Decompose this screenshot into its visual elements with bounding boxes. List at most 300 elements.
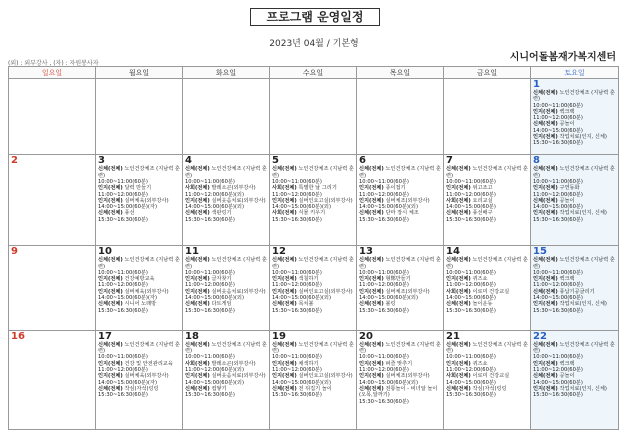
entry-text: 퀵크랙	[559, 108, 575, 115]
entry-text: 작업치료(인지, 신체)	[559, 385, 607, 392]
entry-text: 11:00~12:00(60분)(외)	[185, 191, 244, 198]
entry-text: 목치볼	[298, 301, 314, 308]
entry-category: 신체(전체)	[359, 301, 384, 308]
entry-text: 10:00~11:00(60분)	[533, 102, 583, 109]
entry-category: 신체(전체)	[446, 210, 471, 217]
entry-text: 15:30~16:30(60분)	[359, 307, 409, 314]
day-number: 5	[272, 155, 279, 167]
entry-category: 인지(전체)	[272, 197, 297, 204]
entry-category: 신체(전체)	[533, 373, 558, 380]
entry-category: 인지(전체)	[359, 197, 384, 204]
entry-text: 놀이운동	[472, 301, 493, 308]
entry-category: 사회(전체)	[185, 185, 210, 192]
entry-category: 인지(전체)	[185, 373, 210, 380]
entry-text: 11:00~12:00(60분)(외)	[185, 367, 244, 374]
entry-category: 인지(전체)	[533, 385, 558, 392]
schedule-entry	[446, 257, 528, 270]
week-row	[9, 79, 619, 155]
entry-text: 10:00~11:00(60분)	[185, 354, 235, 361]
day-number: 1	[533, 79, 540, 90]
entry-text: 14:00~15:00(60분)	[533, 379, 583, 386]
weekday-header: 토요일	[531, 67, 619, 79]
day-number: 21	[446, 330, 460, 342]
entry-category: 인지(전체)	[446, 185, 471, 192]
entry-text: 볼링	[385, 301, 396, 308]
entry-text: 풍선	[124, 210, 135, 217]
day-cell	[9, 79, 96, 155]
entry-text: 노인건강체조 (지남력 훈련)	[98, 341, 180, 355]
entry-text: 14:00~15:00(60분)(외)	[185, 204, 244, 211]
day-number: 20	[359, 330, 373, 342]
entry-category: 인지(전체)	[533, 360, 558, 367]
entry-category: 신체(전체)	[98, 257, 123, 264]
entry-text: 컵쌓기	[211, 385, 227, 392]
schedule-entry	[533, 308, 616, 314]
entry-category: 인지(전체)	[98, 360, 123, 367]
entry-text: 11:00~12:00(60분)	[359, 367, 409, 374]
day-number: 10	[98, 246, 112, 258]
entry-text: 노인건강체조 (지남력 훈련)	[533, 257, 615, 270]
weekday-header-row	[9, 67, 619, 79]
entry-text: 형鄭만들기	[385, 276, 411, 283]
schedule-entry	[359, 386, 441, 399]
entry-text: 10:00~11:00(60분)	[272, 354, 322, 361]
entry-text: 작심(자석)링링	[124, 385, 159, 392]
day-number: 16	[11, 330, 25, 342]
schedule-entry	[98, 257, 180, 270]
entry-category: 신체(전체)	[272, 301, 297, 308]
entry-text: 실버체육(외부강사)	[124, 197, 169, 204]
day-cell	[444, 79, 531, 155]
entry-category: 신체(전체)	[359, 385, 384, 392]
entry-text: 10:00~11:00(60분)	[185, 269, 235, 276]
entry-text: 종이접기	[385, 185, 406, 192]
day-number: 18	[185, 330, 199, 342]
schedule-entry	[98, 392, 180, 398]
entry-text: 11:00~12:00(60분)	[533, 115, 583, 122]
entry-text: 공놀이	[559, 197, 575, 204]
day-number: 19	[272, 330, 286, 342]
entry-text: 15:30~16:30(60분)	[185, 216, 235, 223]
entry-category: 신체(전체)	[359, 341, 384, 348]
day-number: 13	[359, 246, 373, 258]
entry-text: 15:30~16:30(60분)	[272, 216, 322, 223]
entry-category: 신체(전체)	[359, 210, 384, 217]
entry-text: 노인건강체조 (지남력 훈련)	[359, 257, 441, 270]
entry-text: 11:00~12:00(60분)	[272, 191, 322, 198]
schedule-entry	[185, 217, 267, 223]
day-cell	[531, 155, 619, 246]
schedule-entry	[185, 342, 267, 355]
entry-text: 15:30~16:30(60분)	[272, 307, 322, 314]
entry-category: 인지(전체)	[185, 288, 210, 295]
entry-text: 10:00~11:00(60분)	[359, 354, 409, 361]
entry-text: 건강예방교육	[124, 276, 155, 283]
entry-text: 퀴즈쇼	[472, 276, 488, 283]
entry-category: 신체(전체)	[185, 166, 210, 173]
entry-text: 11:00~12:00(60분)	[533, 282, 583, 289]
weekday-header: 수요일	[270, 67, 357, 79]
entry-text: 노인건강체조 (지남력 훈련)	[272, 257, 354, 270]
entry-text: 14:00~15:00(60분)(자)	[98, 204, 157, 211]
day-cell	[270, 246, 357, 331]
entry-text: 14:00~15:00(60분)	[533, 295, 583, 302]
entry-text: 10:00~11:00(60분)	[272, 269, 322, 276]
schedule-entry	[359, 217, 441, 223]
schedule-entry	[359, 166, 441, 179]
entry-text: 다트게임	[211, 301, 232, 308]
day-number: 9	[11, 246, 18, 258]
entry-category: 신체(전체)	[446, 341, 471, 348]
entry-text: 풍선배구	[472, 210, 493, 217]
entry-category: 신체(전체)	[185, 257, 210, 264]
entry-text: 15:30~16:30(60분)	[446, 216, 496, 223]
entry-category: 신체(전체)	[359, 257, 384, 264]
entry-category: 사회(전체)	[446, 288, 471, 295]
entry-text: 노인건강체조 (지남력 훈련)	[272, 166, 354, 179]
schedule-entry	[359, 342, 441, 355]
day-cell	[183, 246, 270, 331]
entry-category: 인지(전체)	[533, 301, 558, 308]
entry-text: 10:00~11:00(60분)	[98, 178, 148, 185]
entry-text: 전통놀이 - 비녀알 놀이 (오목,알까기)	[359, 385, 438, 399]
entry-text: 특별한 날 그리기	[298, 185, 337, 192]
schedule-entry	[446, 342, 528, 355]
week-row	[9, 155, 619, 246]
day-number: 3	[98, 155, 105, 167]
day-cell	[357, 155, 444, 246]
entry-category: 신체(전체)	[446, 301, 471, 308]
entry-text: 15:30~16:30(60분)	[359, 216, 409, 223]
entry-text: 14:00~15:00(60분)	[533, 204, 583, 211]
day-cell	[183, 79, 270, 155]
day-cell	[531, 330, 619, 429]
entry-text: 10:00~11:00(60분)	[272, 178, 322, 185]
day-cell	[96, 246, 183, 331]
day-cell	[270, 155, 357, 246]
entry-text: 11:00~12:00(60분)	[359, 191, 409, 198]
entry-text: 노인건강체조 (지남력 훈련)	[359, 166, 441, 179]
entry-category: 신체(전체)	[98, 301, 123, 308]
weekday-header: 일요일	[9, 67, 96, 79]
entry-text: 10:00~11:00(60분)	[359, 178, 409, 185]
day-number: 4	[185, 155, 192, 167]
entry-text: 10:00~11:00(60분)	[98, 269, 148, 276]
entry-text: 노인건강체조 (지남력 훈련)	[533, 341, 615, 355]
entry-category: 신체(전체)	[98, 210, 123, 217]
entry-text: 10:00~11:00(60분)	[185, 178, 235, 185]
entry-text: 14:00~15:00(60분)(외)	[272, 204, 331, 211]
entry-text: 구연동화	[559, 185, 580, 192]
entry-category: 인지(전체)	[359, 185, 384, 192]
entry-category: 인지(전체)	[359, 360, 384, 367]
entry-text: 공놀이	[559, 373, 575, 380]
day-cell	[357, 79, 444, 155]
entry-text: 작업치료(인지, 신체)	[559, 134, 607, 141]
schedule-entry	[185, 308, 267, 314]
day-number: 22	[533, 330, 547, 342]
entry-text: 14:00~15:00(60분)(외)	[359, 204, 418, 211]
entry-text: 14:00~15:00(60분)(외)	[272, 295, 331, 302]
entry-category: 인지(전체)	[446, 276, 471, 283]
entry-category: 인지(전체)	[533, 276, 558, 283]
day-cell	[270, 79, 357, 155]
day-cell	[9, 155, 96, 246]
schedule-entry	[359, 257, 441, 270]
entry-category: 신체(전체)	[98, 166, 123, 173]
entry-category: 인지(전체)	[533, 108, 558, 115]
entry-category: 신체(전체)	[533, 197, 558, 204]
entry-text: 실버웃음치료(외부강사)	[211, 373, 266, 380]
entry-text: 노인건강체조 (지남력 훈련)	[98, 257, 180, 270]
entry-text: 10:00~11:00(60분)	[98, 354, 148, 361]
entry-text: 노인건강체조 (지남력 훈련)	[185, 341, 267, 355]
entry-text: 노인건강체조 (지남력 훈련)	[446, 257, 528, 270]
entry-text: 11:00~12:00(60분)	[272, 282, 322, 289]
entry-text: 11:00~12:00(60분)	[446, 191, 496, 198]
entry-text: 전 뒤집기 놀이	[298, 385, 332, 392]
entry-text: 노인건강체조 (지남력 훈련)	[533, 90, 615, 103]
entry-text: 15:30~16:30(60분)	[446, 392, 496, 399]
day-cell	[531, 79, 619, 155]
entry-category: 신체(전체)	[533, 90, 558, 96]
entry-text: 건강 및 안전관리교육	[124, 360, 173, 367]
entry-text: 위고조고	[472, 185, 493, 192]
entry-category: 신체(전체)	[185, 301, 210, 308]
entry-text: 14:00~15:00(60분)(외)	[185, 295, 244, 302]
day-number: 7	[446, 155, 453, 167]
entry-text: 작업치료(인지, 신체)	[559, 210, 607, 217]
week-row	[9, 330, 619, 429]
entry-text: 14:00~15:00(60분)	[446, 379, 496, 386]
entry-text: 발레소곤(외부강사)	[211, 360, 256, 367]
day-cell	[357, 246, 444, 331]
day-cell	[96, 79, 183, 155]
entry-text: 14:00~15:00(60분)(외)	[359, 379, 418, 386]
entry-text: 노인건강체조 (지남력 훈련)	[446, 341, 528, 355]
schedule-entry	[272, 257, 354, 270]
entry-category: 인지(전체)	[533, 134, 558, 141]
legend-note: (외) : 외부강사 , (자) : 자원봉사자	[8, 60, 99, 67]
entry-text: 14:00~15:00(60분)(자)	[98, 379, 157, 386]
schedule-entry	[98, 308, 180, 314]
day-cell	[444, 330, 531, 429]
day-number: 17	[98, 330, 112, 342]
entry-category: 사회(전체)	[272, 185, 297, 192]
schedule-calendar	[8, 66, 619, 430]
entry-text: 10:00~11:00(60분)	[533, 269, 583, 276]
schedule-entry	[272, 342, 354, 355]
entry-text: 15:30~16:30(60분)	[185, 392, 235, 399]
entry-category: 신체(전체)	[272, 257, 297, 264]
entry-text: 15:30~16:30(60분)	[98, 307, 148, 314]
day-number: 11	[185, 246, 199, 258]
entry-category: 신체(전체)	[185, 385, 210, 392]
day-cell	[96, 330, 183, 429]
entry-text: 단마 장시 체조	[385, 210, 419, 217]
schedule-entry	[533, 166, 616, 179]
entry-text: 퀴즈쇼	[472, 360, 488, 367]
day-number: 14	[446, 246, 460, 258]
entry-text: 글자찾기	[211, 276, 232, 283]
entry-category: 인지(전체)	[359, 276, 384, 283]
entry-text: 노인건강체조 (지남력 훈련)	[446, 166, 528, 179]
entry-text: 15:30~16:30(60분)	[533, 307, 583, 314]
entry-text: 14:00~15:00(60분)	[533, 127, 583, 134]
entry-category: 신체(전체)	[446, 257, 471, 264]
entry-category: 인지(전체)	[446, 360, 471, 367]
entry-category: 인지(전체)	[272, 360, 297, 367]
entry-text: 15:30~16:30(60분)	[359, 398, 409, 405]
entry-category: 인지(전체)	[359, 373, 384, 380]
entry-text: 실버인요고실(외부강사)	[298, 288, 353, 295]
page-subtitle: 2023년 04월 / 기본형	[269, 39, 359, 49]
entry-text: 색칠하기	[298, 276, 319, 283]
entry-text: 15:30~16:30(60분)	[533, 216, 583, 223]
entry-text: 달력 만들기	[124, 185, 152, 192]
entry-text: 요리교실	[472, 197, 493, 204]
entry-text: 이로미 건강교실	[472, 373, 510, 380]
entry-text: 10:00~11:00(60분)	[446, 269, 496, 276]
day-cell	[357, 330, 444, 429]
entry-category: 인지(전체)	[185, 197, 210, 204]
entry-category: 신체(전체)	[185, 341, 210, 348]
entry-text: 11:00~12:00(60분)	[446, 282, 496, 289]
schedule-entry	[446, 166, 528, 179]
entry-text: 10:00~11:00(60분)	[533, 354, 583, 361]
schedule-entry	[272, 392, 354, 398]
entry-text: 11:00~12:00(60분)	[533, 191, 583, 198]
entry-category: 신체(전체)	[533, 166, 558, 173]
schedule-entry	[533, 342, 616, 355]
entry-text: 풍납기공굴리기	[559, 288, 595, 295]
entry-text: 퀵크랙	[559, 276, 575, 283]
entry-category: 인지(전체)	[272, 288, 297, 295]
entry-text: 11:00~12:00(60분)	[359, 282, 409, 289]
entry-text: 채색하기	[298, 360, 319, 367]
entry-text: 14:00~15:00(60분)	[446, 204, 496, 211]
schedule-entry	[185, 257, 267, 270]
entry-text: 작업치료(인지, 신체)	[559, 301, 607, 308]
schedule-entry	[446, 308, 528, 314]
entry-text: 11:00~12:00(60분)	[185, 282, 235, 289]
entry-text: 10:00~11:00(60분)	[533, 178, 583, 185]
entry-text: 11:00~12:00(60분)	[533, 367, 583, 374]
entry-text: 실버체육(외부강사)	[124, 373, 169, 380]
entry-text: 노인건강체조 (지남력 훈련)	[185, 166, 267, 179]
entry-text: 10:00~11:00(60분)	[446, 354, 496, 361]
entry-text: 15:30~16:30(60분)	[98, 216, 148, 223]
entry-text: 노인건강체조 (지남력 훈련)	[533, 166, 615, 179]
entry-text: 14:00~15:00(60분)(자)	[98, 295, 157, 302]
day-cell	[183, 330, 270, 429]
entry-category: 신체(전체)	[185, 210, 210, 217]
weekday-header: 목요일	[357, 67, 444, 79]
entry-text: 14:00~15:00(60분)	[446, 295, 496, 302]
day-number: 15	[533, 246, 547, 258]
entry-text: 실버체조(외부강사)	[385, 288, 430, 295]
schedule-entry	[533, 90, 616, 103]
entry-text: 실버인요고실(외부강사)	[298, 197, 353, 204]
entry-category: 사회(전체)	[446, 197, 471, 204]
schedule-entry	[98, 166, 180, 179]
entry-text: 15:30~16:30(60분)	[185, 307, 235, 314]
entry-category: 신체(전체)	[446, 385, 471, 392]
entry-text: 노인건강체조 (지남력 훈련)	[185, 257, 267, 270]
day-cell	[9, 330, 96, 429]
entry-category: 인지(전체)	[98, 276, 123, 283]
schedule-entry	[359, 308, 441, 314]
entry-text: 실버체육(외부강사)	[124, 288, 169, 295]
entry-category: 신체(전체)	[98, 385, 123, 392]
entry-category: 신체(전체)	[98, 341, 123, 348]
entry-category: 인지(전체)	[98, 197, 123, 204]
weekday-header: 금요일	[444, 67, 531, 79]
entry-text: 실버체조(외부강사)	[385, 373, 430, 380]
schedule-entry	[272, 166, 354, 179]
schedule-entry	[98, 342, 180, 355]
schedule-entry	[446, 217, 528, 223]
day-cell	[96, 155, 183, 246]
schedule-entry	[185, 166, 267, 179]
schedule-entry	[185, 392, 267, 398]
entry-text: 15:30~16:30(60분)	[533, 140, 583, 147]
entry-text: 퍼즐 맞추기	[385, 360, 413, 367]
entry-text: 14:00~15:00(60분)(외)	[185, 379, 244, 386]
entry-category: 사회(전체)	[185, 360, 210, 367]
schedule-entry	[272, 308, 354, 314]
day-cell	[9, 246, 96, 331]
day-number: 2	[11, 155, 18, 167]
schedule-entry	[446, 392, 528, 398]
entry-text: 15:30~16:30(60분)	[533, 392, 583, 399]
entry-category: 신체(전체)	[533, 121, 558, 128]
entry-text: 시니어 노래방	[124, 301, 157, 308]
entry-text: 10:00~11:00(60분)	[359, 269, 409, 276]
day-cell	[444, 155, 531, 246]
entry-category: 인지(전체)	[359, 288, 384, 295]
entry-text: 15:30~16:30(60분)	[272, 392, 322, 399]
entry-text: 10:00~11:00(60분)	[446, 178, 496, 185]
entry-text: 11:00~12:00(60분)	[446, 367, 496, 374]
schedule-entry	[272, 217, 354, 223]
entry-text: 15:30~16:30(60분)	[98, 392, 148, 399]
entry-text: 작심(자석)링링	[472, 385, 507, 392]
entry-category: 인지(전체)	[272, 276, 297, 283]
day-cell	[183, 155, 270, 246]
entry-text: 11:00~12:00(60분)	[98, 367, 148, 374]
schedule-entry	[533, 257, 616, 270]
entry-category: 신체(전체)	[272, 166, 297, 173]
day-number: 12	[272, 246, 286, 258]
schedule-entry	[98, 217, 180, 223]
entry-text: 퀵크랙	[559, 360, 575, 367]
entry-category: 인지(전체)	[98, 288, 123, 295]
entry-text: 실버체조(외부강사)	[385, 197, 430, 204]
entry-text: 실버인요고실(외부강사)	[298, 373, 353, 380]
entry-category: 사회(전체)	[446, 373, 471, 380]
entry-category: 신체(전체)	[533, 257, 558, 264]
entry-text: 11:00~12:00(60분)	[98, 191, 148, 198]
entry-text: 식물 키우기	[298, 210, 326, 217]
entry-category: 인지(전체)	[533, 210, 558, 217]
entry-category: 인지(전체)	[272, 373, 297, 380]
entry-category: 사회(전체)	[272, 210, 297, 217]
entry-text: 실버웃음치료(외부강사)	[211, 288, 266, 295]
schedule-entry	[533, 140, 616, 146]
week-row	[9, 246, 619, 331]
entry-category: 인지(전체)	[185, 276, 210, 283]
